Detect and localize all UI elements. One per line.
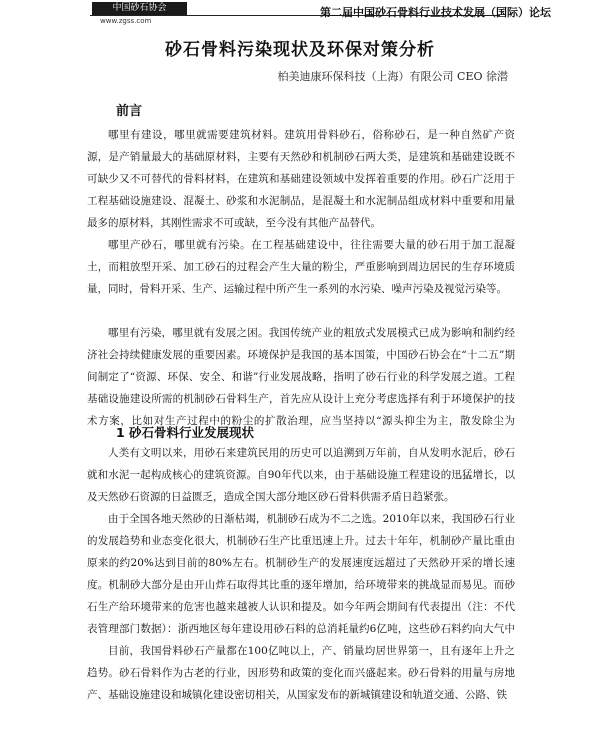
conference-title: 第二届中国砂石骨料行业技术发展（国际）论坛 <box>320 6 551 19</box>
paragraph: 目前，我国骨料砂石产量都在100亿吨以上，产、销量均居世界第一，且有逐年上升之趋势。砂石骨料作为古老的行业，因形势和政策的变化而兴盛起来。砂石骨料的用量与房地产、基础设施建设和城镇化建设密切相关，从国家发布的新城镇建设和轨道交通、公路、铁 <box>87 645 515 701</box>
paragraph: 由于全国各地天然砂的日渐枯竭，机制砂石成为不二之选。2010年以来，我国砂石行业的发展趋势和业态变化很大，机制砂石生产比重迅速上升。过去十年年，机制砂产量比重由原来的约20%达到目前的80%左右。机制砂生产的发展速度远超过了天然砂开采的增长速度。机制砂大部分是由开山炸石取得其比重的逐年增加，给环境带来的挑战显而易见。而砂石生产给环境带来的危害也越来越被人认识和提及。如今年两会期间有代表提出（注：不代表管理部门数据）：浙西地区每年建设用砂石料的总消耗量约6亿吨，这些砂石料约向大气中 <box>87 513 515 635</box>
paragraph: 哪里有污染，哪里就有发展之困。我国传统产业的粗放式发展模式已成为影响和制约经济社会持续健康发展的重要因素。环境保护是我国的基本国策，中国砂石协会在“十二五”期间制定了“资源、环保、安全、和谐”行业发展战略，指明了砂石行业的科学发展之道。工程基础设施建设所需的机制砂石骨料生产，首先应从设计上充分考虑选择有利于环境保护的技术方案，比如对生产过程中的粉尘的扩散治理，应当坚持以“源头抑尘为主，散发除尘为 <box>87 327 515 427</box>
paragraph: 哪里有建设，哪里就需要建筑材料。建筑用骨料砂石，俗称砂石，是一种自然矿产资源，是产销量最大的基础原材料，主要有天然砂和机制砂石两大类，是建筑和基础建设既不可缺少又不可替代的骨料材料，在建筑和基础建设领域中发挥着重要的作用。砂石广泛用于工程基础设施建设、混凝土、砂浆和水泥制品，是混凝土和水泥制品组成材料中重要和用量最多的原材料，其刚性需求不可或缺，至今没有其他产品替代。 <box>87 129 515 229</box>
paragraph: 哪里产砂石，哪里就有污染。在工程基础建设中，往往需要大量的砂石用于加工混凝土，而粗放型开采、加工砂石的过程会产生大量的粉尘，严重影响到周边居民的生存环境质量，同时，骨料开采、生产、运输过程中所产生一系列的水污染、噪声污染及视觉污染等。 <box>87 239 515 295</box>
paper-title: 砂石骨料污染现状及环保对策分析 <box>165 40 435 60</box>
brand-logo: 中国砂石协会 <box>92 2 187 15</box>
paragraph: 人类有文明以来，用砂石来建筑民用的历史可以追溯到万年前，自从发明水泥后，砂石就和水泥一起构成核心的建筑资源。自90年代以来，由于基础设施工程建设的迅猛增长，以及天然砂石资源的日益匮乏，造成全国大部分地区砂石骨料供需矛盾日趋紧张。 <box>87 447 515 503</box>
brand-url: www.zgss.com <box>100 17 152 25</box>
page-header <box>0 0 600 40</box>
preface-heading: 前言 <box>116 104 143 119</box>
author-line: 柏美迪康环保科技（上海）有限公司 CEO 徐潜 <box>277 70 508 83</box>
section-heading: 1 砂石骨料行业发展现状 <box>116 425 255 440</box>
